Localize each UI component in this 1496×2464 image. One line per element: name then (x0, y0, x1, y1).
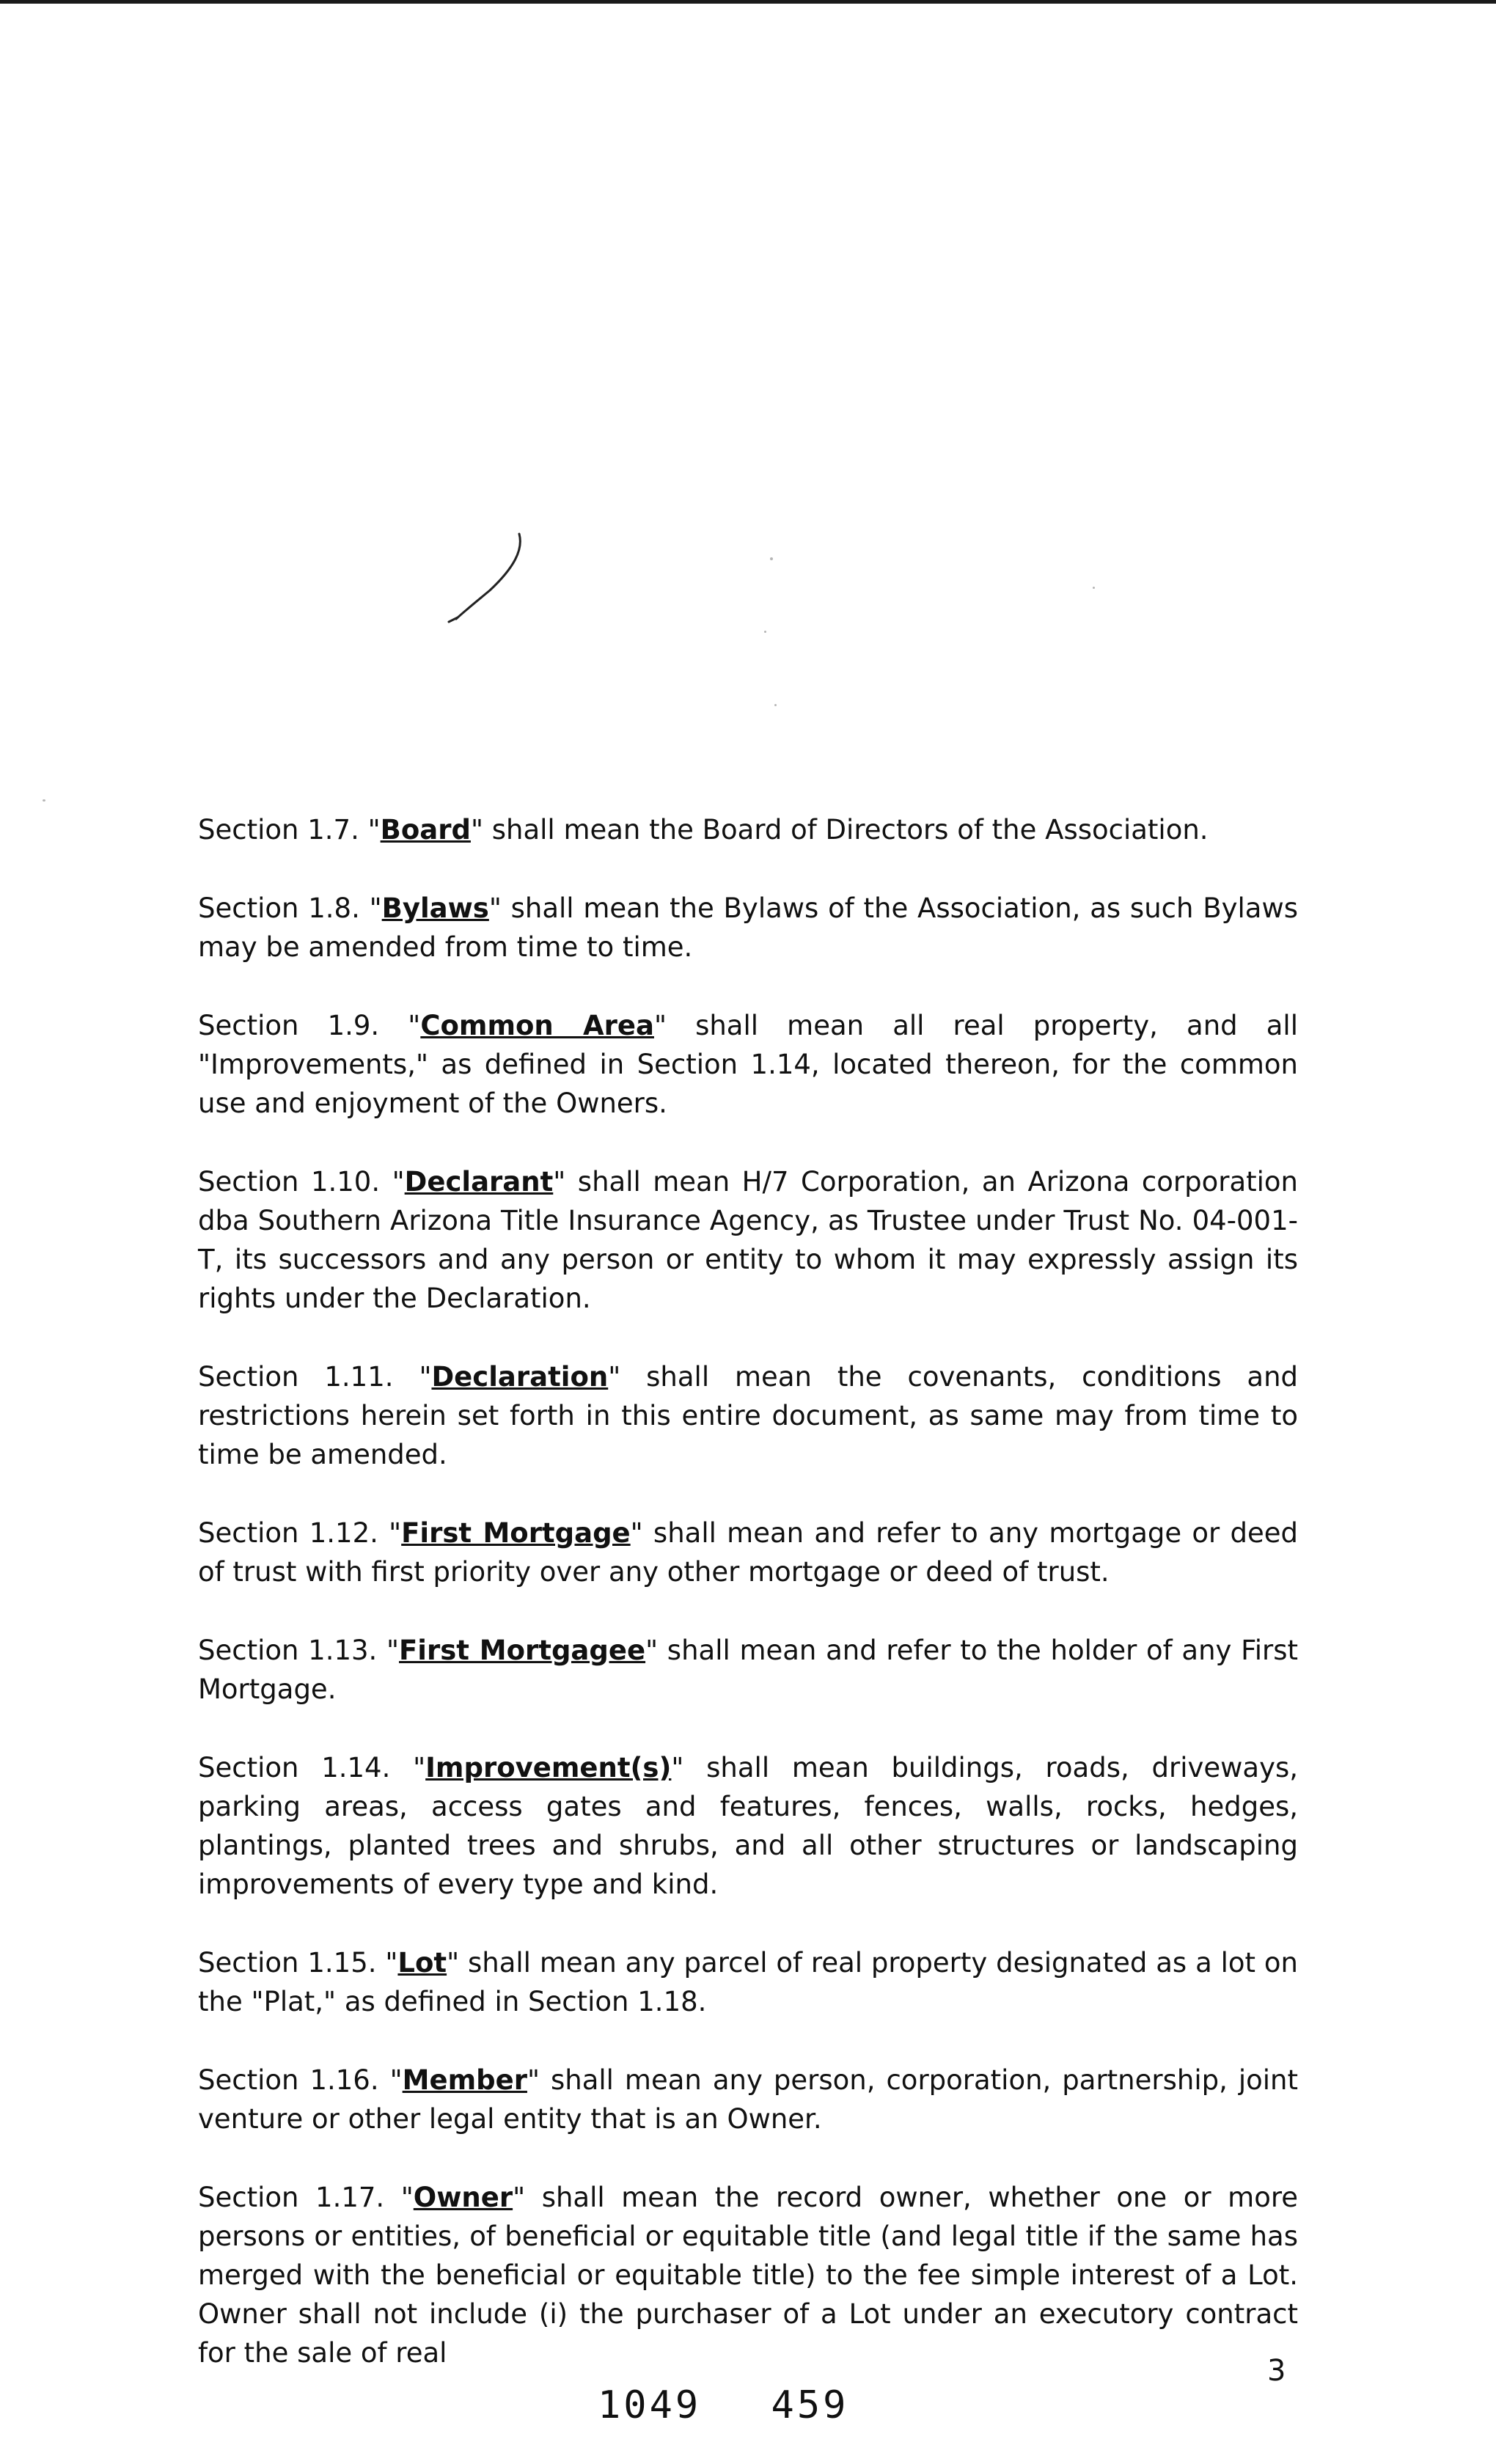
section-definition: " shall mean the record owner, whether one or more persons or entities, of beneficial or equitable title (and legal title if the same has merged with the beneficial or equitable title) to the fee simple interest of a Lot. Owner shall not include (i) the purchaser of a Lot under an executory contract for the sale of real (198, 2182, 1299, 2369)
section-definition: " shall mean the Board of Directors of the Association. (470, 814, 1209, 846)
defined-term: Declaration (431, 1361, 609, 1393)
scan-speck (764, 631, 766, 633)
section-number: Section 1.15. (198, 1947, 377, 1979)
section-definition: " shall mean any parcel of real property designated as a lot on the "Plat," as defined in Section 1.18. (198, 1947, 1299, 2017)
section-number: Section 1.11. (198, 1361, 394, 1393)
scan-top-edge (0, 0, 1496, 4)
defined-term: Bylaws (381, 892, 489, 924)
section-1-17: Section 1.17. "Owner" shall mean the record owner, whether one or more persons or entities, of beneficial or equitable title (and legal title if the same has merged with the beneficial or equitable title) to the fee simple interest of a Lot. Owner shall not include (i) the purchaser of a Lot under an executory contract for the sale of real (198, 2182, 1299, 2369)
scan-speck (774, 704, 777, 706)
section-definition: " shall mean and refer to the holder of any First Mortgage. (198, 1635, 1298, 1705)
section-number: Section 1.7. (198, 814, 359, 846)
scan-speck (43, 799, 45, 802)
section-1-12: Section 1.12. "First Mortgage" shall mean and refer to any mortgage or deed of trust with first priority over any other mortgage or deed of trust. (198, 1517, 1298, 1588)
section-1-11: Section 1.11. "Declaration" shall mean the covenants, conditions and restrictions herein set forth in this entire document, as same may from time to time be amended. (198, 1361, 1299, 1470)
section-definition: " shall mean H/7 Corporation, an Arizona corporation dba Southern Arizona Title Insurance Agency, as Trustee under Trust No. 04-001-T, its successors and any person or entity to whom it may expressly assign its rights under the Declaration. (198, 1166, 1299, 1314)
section-1-8: Section 1.8. "Bylaws" shall mean the Bylaws of the Association, as such Bylaws may be amended from time to time. (198, 892, 1298, 963)
page-number: 3 (1267, 2354, 1286, 2388)
section-definition: " shall mean any person, corporation, partnership, joint venture or other legal entity that is an Owner. (198, 2064, 1299, 2135)
scan-speck (1093, 587, 1095, 589)
section-number: Section 1.17. (198, 2182, 385, 2213)
document-body (198, 810, 1298, 2412)
defined-term: Declarant (404, 1166, 554, 1198)
defined-term: Common Area (420, 1010, 654, 1041)
section-number: Section 1.9. (198, 1010, 380, 1041)
section-1-10: Section 1.10. "Declarant" shall mean H/7 Corporation, an Arizona corporation dba Southern Arizona Title Insurance Agency, as Trustee under Trust No. 04-001-T, its successors and any person or entity to whom it may expressly assign its rights under the Declaration. (198, 1166, 1299, 1314)
section-number: Section 1.13. (198, 1635, 378, 1666)
section-1-13: Section 1.13. "First Mortgagee" shall mean and refer to the holder of any First Mortgage. (198, 1635, 1298, 1705)
section-definition: " shall mean the covenants, conditions and restrictions herein set forth in this entire document, as same may from time to time be amended. (198, 1361, 1299, 1470)
section-1-15: Section 1.15. "Lot" shall mean any parcel of real property designated as a lot on the "Plat," as defined in Section 1.18. (198, 1947, 1299, 2017)
section-1-7: Section 1.7. "Board" shall mean the Board of Directors of the Association. (198, 814, 1209, 846)
section-number: Section 1.16. (198, 2064, 379, 2096)
section-definition: " shall mean and refer to any mortgage or deed of trust with first priority over any other mortgage or deed of trust. (198, 1517, 1298, 1588)
defined-term: Lot (397, 1947, 447, 1979)
defined-term: Improvement(s) (425, 1752, 672, 1783)
section-1-14: Section 1.14. "Improvement(s)" shall mean buildings, roads, driveways, parking areas, access gates and features, fences, walls, rocks, hedges, plantings, planted trees and shrubs, and all other structures or landscaping improvements of every type and kind. (198, 1752, 1299, 1900)
scan-speck (770, 557, 773, 560)
section-1-9: Section 1.9. "Common Area" shall mean all real property, and all "Improvements," as defined in Section 1.14, located thereon, for the common use and enjoyment of the Owners. (198, 1010, 1298, 1119)
section-number: Section 1.12. (198, 1517, 378, 1549)
defined-term: First Mortgagee (399, 1635, 646, 1666)
section-1-16: Section 1.16. "Member" shall mean any person, corporation, partnership, joint venture or other legal entity that is an Owner. (198, 2064, 1299, 2135)
section-definition: " shall mean all real property, and all "Improvements," as defined in Section 1.14, located thereon, for the common use and enjoyment of the Owners. (198, 1010, 1298, 1119)
defined-term: Member (402, 2064, 527, 2096)
recording-book-page: 1049 459 (598, 2383, 849, 2427)
defined-term: Owner (413, 2182, 513, 2213)
section-definition: " shall mean buildings, roads, driveways, parking areas, access gates and features, fences, walls, rocks, hedges, plantings, planted trees and shrubs, and all other structures or landscaping improvements of every type and kind. (198, 1752, 1299, 1900)
section-number: Section 1.8. (198, 892, 360, 924)
section-definition: " shall mean the Bylaws of the Association, as such Bylaws may be amended from time to time. (198, 892, 1298, 963)
section-number: Section 1.10. (198, 1166, 381, 1198)
scan-pen-mark (433, 528, 535, 638)
defined-term: Board (380, 814, 471, 846)
section-number: Section 1.14. (198, 1752, 391, 1783)
defined-term: First Mortgage (401, 1517, 631, 1549)
